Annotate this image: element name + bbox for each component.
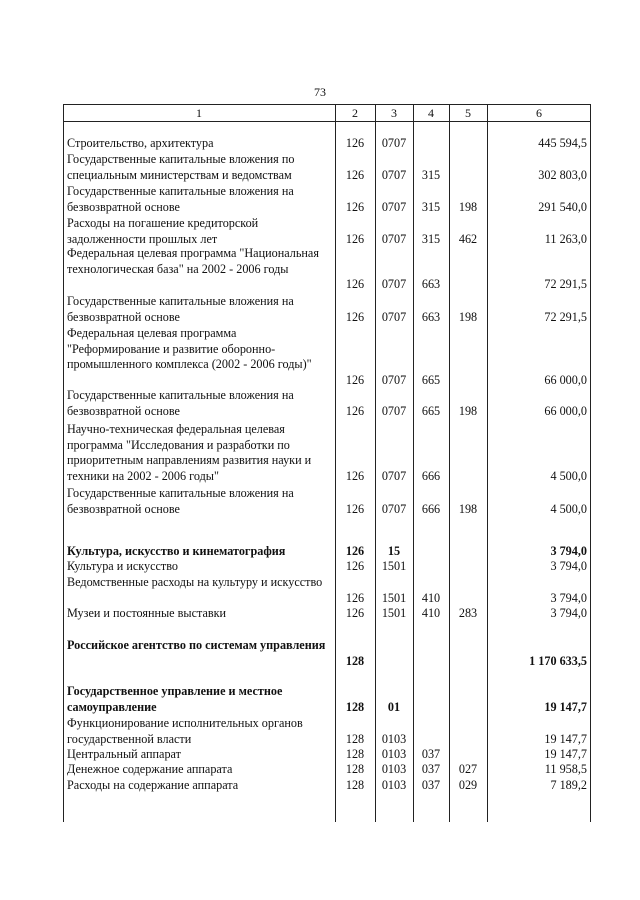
row-description: Расходы на погашение кредиторской задолженности прошлых лет: [67, 216, 259, 246]
amount-cell: 11 958,5: [544, 762, 587, 776]
table-row: [63, 294, 591, 325]
table-row: [63, 216, 591, 247]
table-row: [63, 747, 591, 763]
row-description: Культура, искусство и кинематография: [67, 544, 286, 558]
amount-cell: 66 000,0: [544, 403, 587, 418]
amount-cell: 72 291,5: [544, 277, 587, 291]
amount-cell: 3 794,0: [550, 544, 587, 558]
table-row: [63, 152, 591, 183]
col-3-cell: 0707: [381, 277, 407, 291]
col-4-cell: 315: [421, 167, 441, 182]
header-col-4: 4: [428, 106, 434, 120]
table-row: [63, 606, 591, 622]
row-description: Функционирование исполнительных органов государственной власти: [67, 716, 303, 746]
col-3-cell: 0103: [381, 747, 407, 761]
col-4-cell: 410: [421, 606, 441, 620]
col-2-cell: 126: [345, 559, 365, 573]
header-col-2: 2: [352, 106, 358, 120]
col-3-cell: 0707: [381, 199, 407, 214]
row-description: Государственное управление и местное самоуправление: [67, 684, 283, 714]
col-3-cell: 0707: [381, 501, 407, 516]
col-2-cell: 126: [345, 606, 365, 620]
table-row: [63, 246, 591, 293]
amount-cell: 7 189,2: [550, 778, 587, 792]
col-4-cell: 315: [421, 199, 441, 214]
col-2-cell: 126: [345, 277, 365, 291]
col-4-cell: 665: [421, 372, 441, 387]
col-5-cell: 198: [458, 501, 478, 516]
row-description: Государственные капитальные вложения на безвозвратной основе: [67, 184, 294, 214]
row-description: Федеральная целевая программа "Национальная технологическая база" на 2002 - 2006 годы: [67, 246, 319, 276]
header-col-1: 1: [196, 106, 202, 120]
row-description: Расходы на содержание аппарата: [67, 778, 239, 792]
col-2-cell: 126: [345, 309, 365, 324]
col-2-cell: 126: [345, 372, 365, 387]
row-description: Музеи и постоянные выставки: [67, 606, 227, 620]
col-5-cell: 198: [458, 309, 478, 324]
table-row: [63, 684, 591, 715]
col-4-cell: 037: [421, 747, 441, 761]
col-4-cell: 665: [421, 403, 441, 418]
col-3-cell: 0707: [381, 167, 407, 182]
col-3-cell: 0103: [381, 762, 407, 776]
amount-cell: 4 500,0: [550, 501, 587, 516]
col-3-cell: 0103: [381, 778, 407, 792]
col-3-cell: 1501: [381, 590, 407, 605]
row-description: Ведомственные расходы на культуру и искусство: [67, 575, 323, 589]
table-row: [63, 638, 591, 669]
col-5-cell: 283: [458, 606, 478, 620]
col-4-cell: 666: [421, 501, 441, 516]
table-row: [63, 326, 591, 388]
table-row: [63, 388, 591, 419]
col-2-cell: 128: [345, 699, 365, 714]
amount-cell: 3 794,0: [550, 559, 587, 573]
col-2-cell: 128: [345, 778, 365, 792]
col-2-cell: 128: [345, 747, 365, 761]
table-row: [63, 422, 591, 484]
amount-cell: 291 540,0: [538, 199, 587, 214]
col-3-cell: 0707: [381, 136, 407, 150]
table-row: [63, 136, 591, 152]
amount-cell: 3 794,0: [550, 590, 587, 605]
col-4-cell: 315: [421, 231, 441, 246]
col-4-cell: 037: [421, 778, 441, 792]
col-4-cell: 037: [421, 762, 441, 776]
col-2-cell: 128: [345, 762, 365, 776]
table-row: [63, 544, 591, 560]
row-description: Государственные капитальные вложения по специальным министерствам и ведомствам: [67, 152, 295, 182]
budget-table: [63, 104, 591, 822]
row-description: Культура и искусство: [67, 559, 179, 573]
col-3-cell: 01: [387, 699, 401, 714]
row-description: Государственные капитальные вложения на безвозвратной основе: [67, 388, 294, 418]
table-row: [63, 762, 591, 778]
col-2-cell: 126: [345, 590, 365, 605]
col-5-cell: 462: [458, 231, 478, 246]
row-description: Денежное содержание аппарата: [67, 762, 233, 776]
table-row: [63, 575, 591, 606]
amount-cell: 11 263,0: [544, 231, 587, 246]
amount-cell: 19 147,7: [544, 747, 587, 761]
col-3-cell: 0707: [381, 403, 407, 418]
table-row: [63, 184, 591, 215]
header-col-5: 5: [465, 106, 471, 120]
table-row: [63, 716, 591, 747]
col-2-cell: 126: [345, 231, 365, 246]
col-3-cell: 1501: [381, 606, 407, 620]
amount-cell: 4 500,0: [550, 468, 587, 483]
col-3-cell: 0707: [381, 231, 407, 246]
col-2-cell: 128: [345, 653, 365, 668]
col-2-cell: 126: [345, 167, 365, 182]
table-row: [63, 559, 591, 575]
row-description: Российское агентство по системам управления: [67, 638, 326, 652]
col-4-cell: 666: [421, 468, 441, 483]
col-4-cell: 663: [421, 309, 441, 324]
col-5-cell: 029: [458, 778, 478, 792]
col-2-cell: 126: [345, 544, 365, 558]
col-2-cell: 126: [345, 199, 365, 214]
col-3-cell: 0707: [381, 309, 407, 324]
amount-cell: 19 147,7: [544, 699, 587, 714]
row-description: Федеральная целевая программа "Реформирование и развитие оборонно-промышленного комплекса (2002 - 2006 годы)": [67, 326, 312, 371]
col-2-cell: 126: [345, 468, 365, 483]
col-3-cell: 0707: [381, 372, 407, 387]
amount-cell: 19 147,7: [544, 731, 587, 746]
amount-cell: 3 794,0: [550, 606, 587, 620]
amount-cell: 1 170 633,5: [529, 653, 587, 668]
col-3-cell: 0103: [381, 731, 407, 746]
row-description: Строительство, архитектура: [67, 136, 214, 150]
table-row: [63, 486, 591, 517]
row-description: Государственные капитальные вложения на безвозвратной основе: [67, 486, 294, 516]
col-2-cell: 126: [345, 501, 365, 516]
table-row: [63, 778, 591, 794]
col-5-cell: 198: [458, 199, 478, 214]
header-col-3: 3: [391, 106, 397, 120]
col-2-cell: 126: [345, 136, 365, 150]
col-4-cell: 410: [421, 590, 441, 605]
table-header: [63, 104, 591, 122]
col-2-cell: 126: [345, 403, 365, 418]
col-3-cell: 15: [387, 544, 401, 558]
amount-cell: 66 000,0: [544, 372, 587, 387]
col-4-cell: 663: [421, 277, 441, 291]
col-2-cell: 128: [345, 731, 365, 746]
amount-cell: 445 594,5: [538, 136, 587, 150]
col-5-cell: 027: [458, 762, 478, 776]
col-3-cell: 1501: [381, 559, 407, 573]
row-description: Центральный аппарат: [67, 747, 181, 761]
col-3-cell: 0707: [381, 468, 407, 483]
amount-cell: 302 803,0: [538, 167, 587, 182]
amount-cell: 72 291,5: [544, 309, 587, 324]
col-5-cell: 198: [458, 403, 478, 418]
row-description: Государственные капитальные вложения на безвозвратной основе: [67, 294, 294, 324]
header-col-6: 6: [536, 106, 542, 120]
row-description: Научно-техническая федеральная целевая программа "Исследования и разработки по приоритетным направлениям развития науки и техники на 2002 - 2006 годы": [67, 422, 312, 483]
page-number: 73: [314, 85, 326, 99]
